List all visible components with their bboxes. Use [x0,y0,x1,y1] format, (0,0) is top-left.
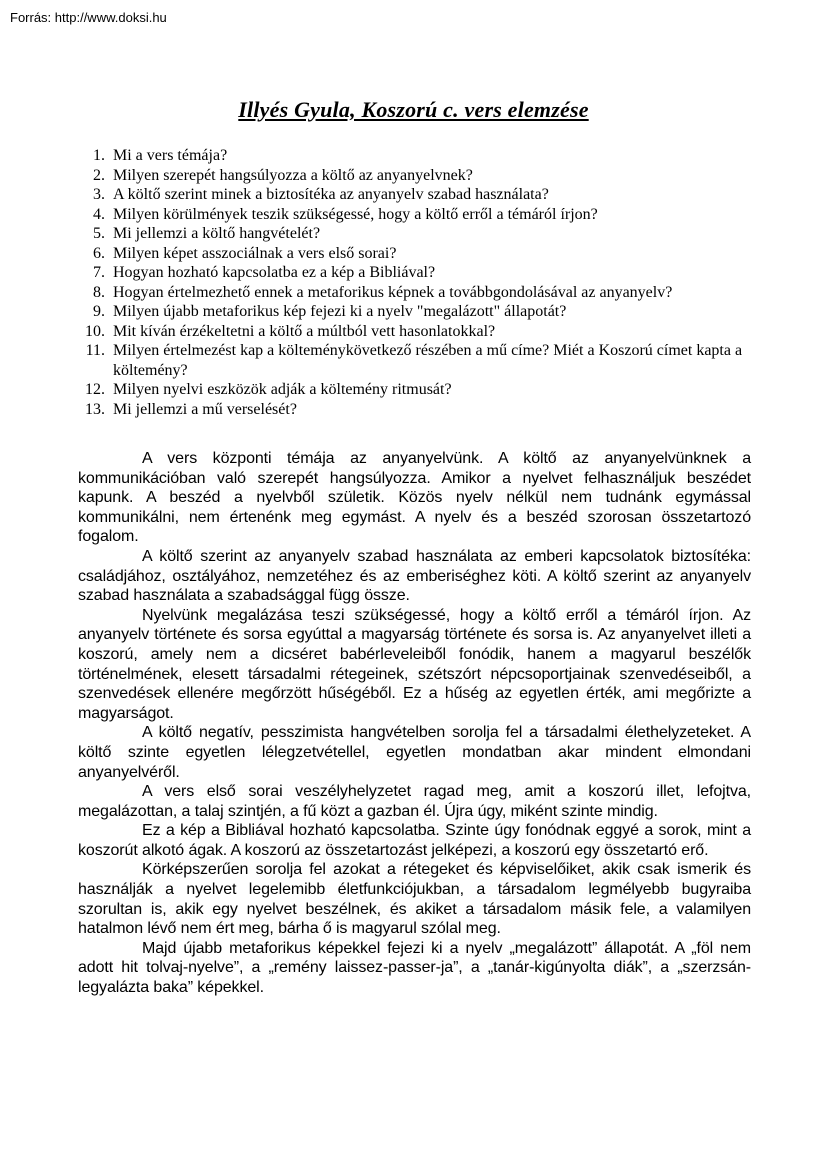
question-text: Milyen szerepét hangsúlyozza a költő az anyanyelvnek? [113,166,473,184]
body-paragraph-5: A vers első sorai veszélyhelyzetet ragad meg, amit a koszorú illet, lefojtva, megalázottan, a talaj szintjén, a fű közt a gazban él. Újra úgy, miként szinte mindig. [78,783,751,820]
question-number: 11. [85,342,105,359]
question-item-6 [78,244,770,264]
question-item-3 [78,185,770,205]
question-number: 3. [93,186,105,203]
body-paragraph-1: A vers központi témája az anyanyelvünk. A költő az anyanyelvünknek a kommunikációban való szerepét hangsúlyozza. Amikor a nyelvet felhasználjuk beszédet kapunk. A beszéd a nyelvből születik. Közös nyelv nélkül nem tudnánk egymással kommunikálni, nem értenénk meg egymást. A nyelv és a beszéd szorosan összetartozó fogalom. [78,450,751,546]
question-number: 9. [93,303,105,320]
question-list [78,146,770,419]
body-paragraph-4: A költő negatív, pesszimista hangvételben sorolja fel a társadalmi élethelyzeteket. A költő szinte egyetlen lélegzetvétellel, egyetlen mondatban akar mindent elmondani anyanyelvéről. [78,724,751,781]
question-text: Milyen újabb metaforikus kép fejezi ki a nyelv "megalázott" állapotát? [113,303,567,320]
question-item-7 [78,263,770,283]
title-container [0,97,827,123]
question-text: Mi a vers témája? [113,147,228,164]
question-item-4 [78,205,770,225]
question-text: Milyen képet asszociálnak a vers első sorai? [113,244,397,262]
body-paragraph-6: Ez a kép a Bibliával hozható kapcsolatba. Szinte úgy fonódnak eggyé a sorok, mint a koszorút alkotó ágak. A koszorú az összetartozást jelképezi, a koszorú egy összetartó erő. [78,822,751,859]
question-item-8 [78,283,770,303]
question-number: 12. [85,381,105,398]
question-number: 7. [93,264,105,281]
question-number: 2. [93,166,105,184]
question-item-2 [78,166,770,186]
question-number: 4. [93,205,105,223]
question-text: Milyen nyelvi eszközök adják a költemény ritmusát? [113,381,452,398]
analysis-body [78,449,751,998]
question-item-11 [78,341,770,380]
question-item-5 [78,224,770,244]
body-paragraph-2: A költő szerint az anyanyelv szabad használata az emberi kapcsolatok biztosítéka: családjához, osztályához, nemzetéhez és az emberiséghez köti. A költő szerint az anyanyelv szabad használata a szabadsággal függ össze. [78,547,751,605]
body-paragraph-8: Majd újabb metaforikus képekkel fejezi ki a nyelv „megalázott” állapotát. A „föl nem adott hit tolvaj-nyelve”, a „remény laissez-passer-ja”, a „tanár-kigúnyolta diák”, a „szerzsán-legyalázta baka” képekkel. [78,939,751,997]
question-item-12 [78,380,770,400]
question-item-9 [78,302,770,322]
question-text: Mit kíván érzékeltetni a költő a múltból vett hasonlatokkal? [113,322,496,340]
question-text: Hogyan értelmezhető ennek a metaforikus képnek a továbbgondolásával az anyanyelv? [113,283,673,301]
body-paragraph-3: Nyelvünk megalázása teszi szükségessé, hogy a költő erről a témáról írjon. Az anyanyelv története és sorsa egyúttal a magyarság története és sorsa is. Az anyanyelvet illeti a koszorú, amely nem a dicséret babérleveleiből fonódik, hanem a magyarul beszélők történelmének, elesett társadalmi rétegeinek, szétszórt népcsoportjainak szenvedéseiből, a szenvedések ellenére megőrzött hűségéből. Ez a hűség az egyetlen érték, ami megőrizte a magyarságot. [78,606,751,722]
question-number: 13. [85,400,105,418]
question-text: Milyen értelmezést kap a költeménykövetkező részében a mű címe? Miét a Koszorú címet kapta a költemény? [113,342,743,379]
page-title: Illyés Gyula, Koszorú c. vers elemzése [238,97,589,122]
body-paragraph-7: Körképszerűen sorolja fel azokat a rétegeket és képviselőiket, akik csak ismerik és használják a nyelvet legelemibb életfunkciójukban, a társadalom legmélyebb bugyraiba szorultan is, akik egy nyelvet beszélnek, és akiket a társadalom másik fele, a valamilyen hatalmon lévő nem ért meg, bárha ő is magyarul szólal meg. [78,861,751,938]
question-item-10 [78,322,770,342]
question-number: 8. [93,283,105,301]
question-number: 10. [85,322,105,340]
question-number: 1. [93,147,105,164]
question-item-1 [78,146,770,166]
question-text: Mi jellemzi a mű verselését? [113,400,297,418]
question-text: Milyen körülmények teszik szükségessé, hogy a költő erről a témáról írjon? [113,205,598,223]
question-number: 5. [93,225,105,242]
question-text: Mi jellemzi a költő hangvételét? [113,225,321,242]
question-text: A költő szerint minek a biztosítéka az anyanyelv szabad használata? [113,186,549,203]
question-item-13 [78,400,770,420]
question-text: Hogyan hozható kapcsolatba ez a kép a Bibliával? [113,264,436,281]
source-url-label: Forrás: http://www.doksi.hu [10,10,167,25]
question-number: 6. [93,244,105,262]
